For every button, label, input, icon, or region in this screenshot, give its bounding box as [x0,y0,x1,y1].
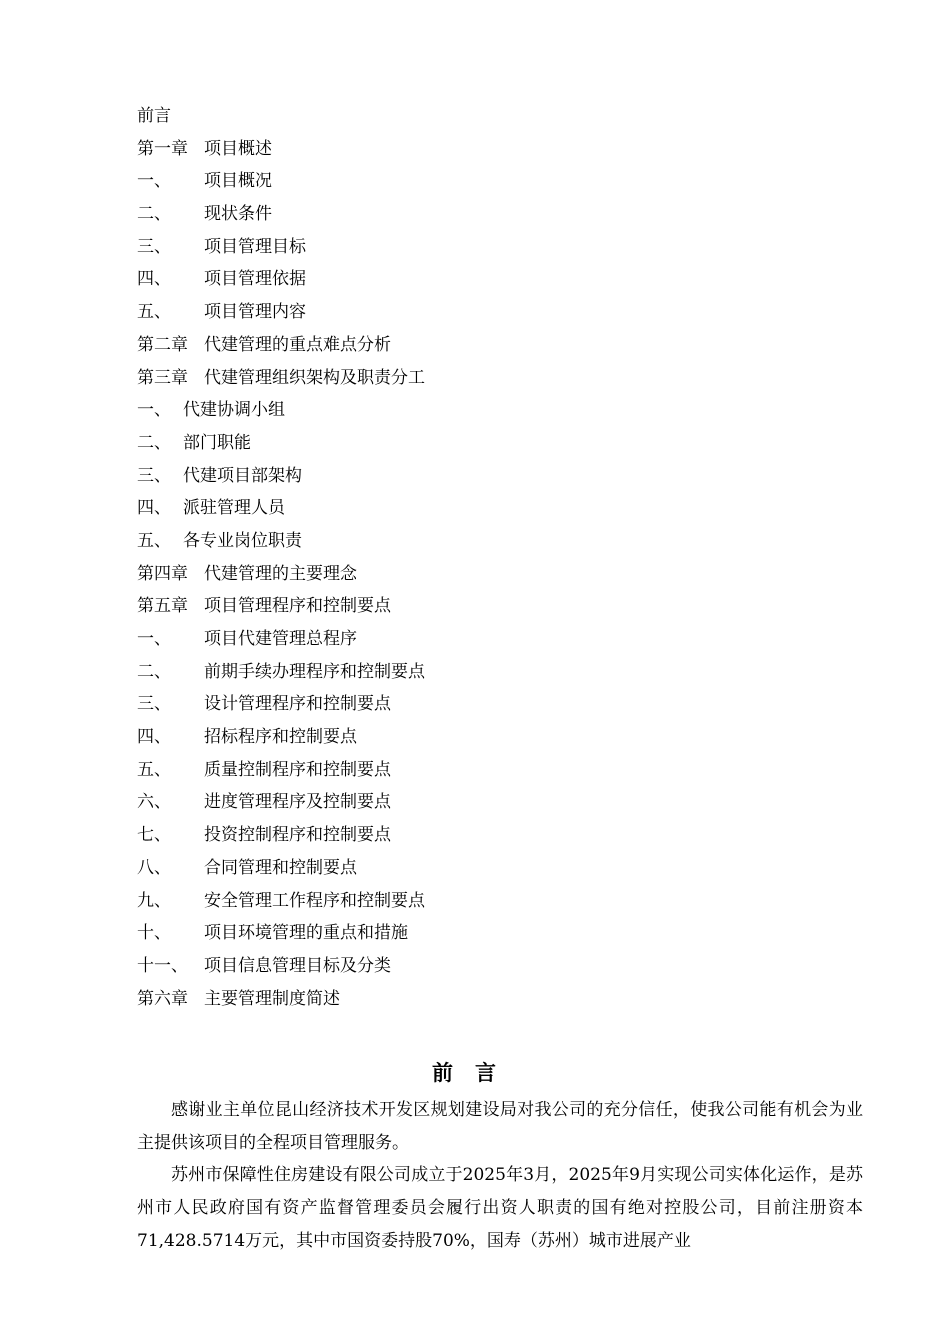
chapter-number: 第二章 [137,334,188,355]
chapter-number: 第四章 [137,563,188,584]
toc-chapter-4 [137,558,857,591]
toc-section [137,296,857,329]
section-title: 质量控制程序和控制要点 [204,759,391,780]
section-title: 现状条件 [204,204,272,225]
preface-paragraph: 苏州市保障性住房建设有限公司成立于2025年3月，2025年9月实现公司实体化运作，是苏州市人民政府国有资产监督管理委员会履行出资人职责的国有绝对控股公司，目前注册资本71,428.5714万元，其中市国资委持股70%，国寿（苏州）城市进展产业 [137,1165,863,1251]
chapter-title: 代建管理的重点难点分析 [204,334,391,355]
chapter-number: 第五章 [137,596,188,617]
toc-section [137,656,857,689]
section-number: 六、 [137,792,171,813]
section-number: 九、 [137,890,171,911]
section-number: 二、 [137,661,171,682]
chapter-title: 代建管理组织架构及职责分工 [204,367,425,388]
section-number: 三、 [137,236,171,257]
preface-body [137,1094,863,1258]
section-number: 五、 [137,302,171,323]
section-number: 二、 [137,432,171,453]
section-title: 设计管理程序和控制要点 [204,694,391,715]
section-title: 招标程序和控制要点 [204,727,357,748]
chapter-title: 项目管理程序和控制要点 [204,596,391,617]
section-number: 七、 [137,825,171,846]
toc-section [137,852,857,885]
section-title: 项目环境管理的重点和措施 [204,923,408,944]
section-title: 前期手续办理程序和控制要点 [204,661,425,682]
section-number: 五、 [137,759,171,780]
section-number: 五、 [137,530,171,551]
toc-entry-title: 前言 [137,106,171,126]
toc-section [137,819,857,852]
section-title: 投资控制程序和控制要点 [204,825,391,846]
toc-entry-preface [137,100,857,133]
section-number: 一、 [137,400,171,421]
toc-section [137,231,857,264]
section-title: 项目管理目标 [204,236,306,257]
toc-section [137,688,857,721]
section-number: 四、 [137,727,171,748]
toc-section [137,394,857,427]
section-title: 各专业岗位职责 [183,530,302,551]
toc-section [137,917,857,950]
preface-paragraph: 感谢业主单位昆山经济技术开发区规划建设局对我公司的充分信任，使我公司能有机会为业主提供该项目的全程项目管理服务。 [137,1100,863,1153]
toc-section [137,950,857,983]
section-title: 代建协调小组 [183,400,285,421]
toc-section [137,754,857,787]
table-of-contents [137,100,857,1015]
section-title: 项目信息管理目标及分类 [204,955,391,976]
section-number: 十一、 [137,955,188,976]
toc-section [137,427,857,460]
toc-section [137,885,857,918]
toc-section [137,263,857,296]
toc-chapter-3 [137,362,857,395]
preface-heading: 前言 [432,1060,518,1085]
section-title: 合同管理和控制要点 [204,857,357,878]
section-title: 部门职能 [183,432,251,453]
chapter-title: 代建管理的主要理念 [204,563,357,584]
section-number: 八、 [137,857,171,878]
section-title: 项目概况 [204,171,272,192]
toc-chapter-5 [137,590,857,623]
section-number: 四、 [137,498,171,519]
chapter-number: 第一章 [137,138,188,159]
section-number: 三、 [137,694,171,715]
section-number: 十、 [137,923,171,944]
toc-chapter-6 [137,983,857,1016]
section-title: 项目管理内容 [204,302,306,323]
toc-section [137,198,857,231]
section-number: 四、 [137,269,171,290]
toc-section [137,786,857,819]
section-title: 安全管理工作程序和控制要点 [204,890,425,911]
section-title: 派驻管理人员 [183,498,285,519]
toc-section [137,492,857,525]
toc-section [137,460,857,493]
toc-section [137,525,857,558]
chapter-number: 第三章 [137,367,188,388]
toc-section [137,721,857,754]
toc-section [137,623,857,656]
toc-chapter-1 [137,133,857,166]
section-number: 二、 [137,204,171,225]
section-title: 进度管理程序及控制要点 [204,792,391,813]
chapter-number: 第六章 [137,988,188,1009]
section-title: 项目代建管理总程序 [204,629,357,649]
section-number: 一、 [137,171,171,192]
toc-chapter-2 [137,329,857,362]
section-title: 项目管理依据 [204,269,306,290]
section-number: 三、 [137,465,171,486]
section-title: 代建项目部架构 [183,465,302,486]
chapter-title: 项目概述 [204,138,272,159]
toc-section [137,165,857,198]
chapter-title: 主要管理制度简述 [204,988,340,1009]
section-number: 一、 [137,629,171,649]
